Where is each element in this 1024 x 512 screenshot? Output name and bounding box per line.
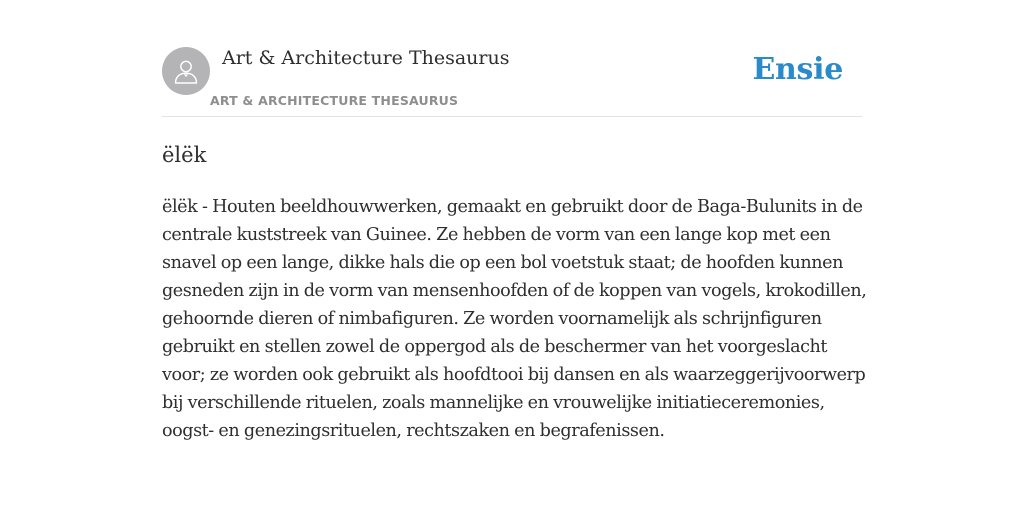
ensie-logo[interactable]: Ensie [752, 52, 843, 87]
author-name-link[interactable]: Art & Architecture Thesaurus [222, 47, 510, 69]
source-label: ART & ARCHITECTURE THESAURUS [210, 93, 459, 108]
entry-definition: ëlëk - Houten beeldhouwwerken, gemaakt en gebruikt door de Baga-Bulunits in de centrale kuststreek van Guinee. Ze hebben de vorm van een lange kop met een snavel op een lange, dikke hals die op een bol voetstuk staat; de hoofden kunnen gesneden zijn in de vorm van mensenhoofden of de koppen van vogels, krokodillen, gehoornde dieren of nimbafiguren. Ze worden voornamelijk als schrijnfiguren gebruikt en stellen zowel de oppergod als de beschermer van het voorgeslacht voor; ze worden ook gebruikt als hoofdtooi bij dansen en als waarzeggerijvoorwerp bij verschillende rituelen, zoals mannelijke en vrouwelijke initiatieceremonies, oogst- en genezingsrituelen, rechtszaken en begrafenissen. [162, 197, 867, 441]
user-icon [172, 57, 200, 85]
entry-term: ëlëk [162, 143, 207, 167]
author-avatar[interactable] [162, 47, 210, 95]
entry-header [162, 46, 862, 117]
